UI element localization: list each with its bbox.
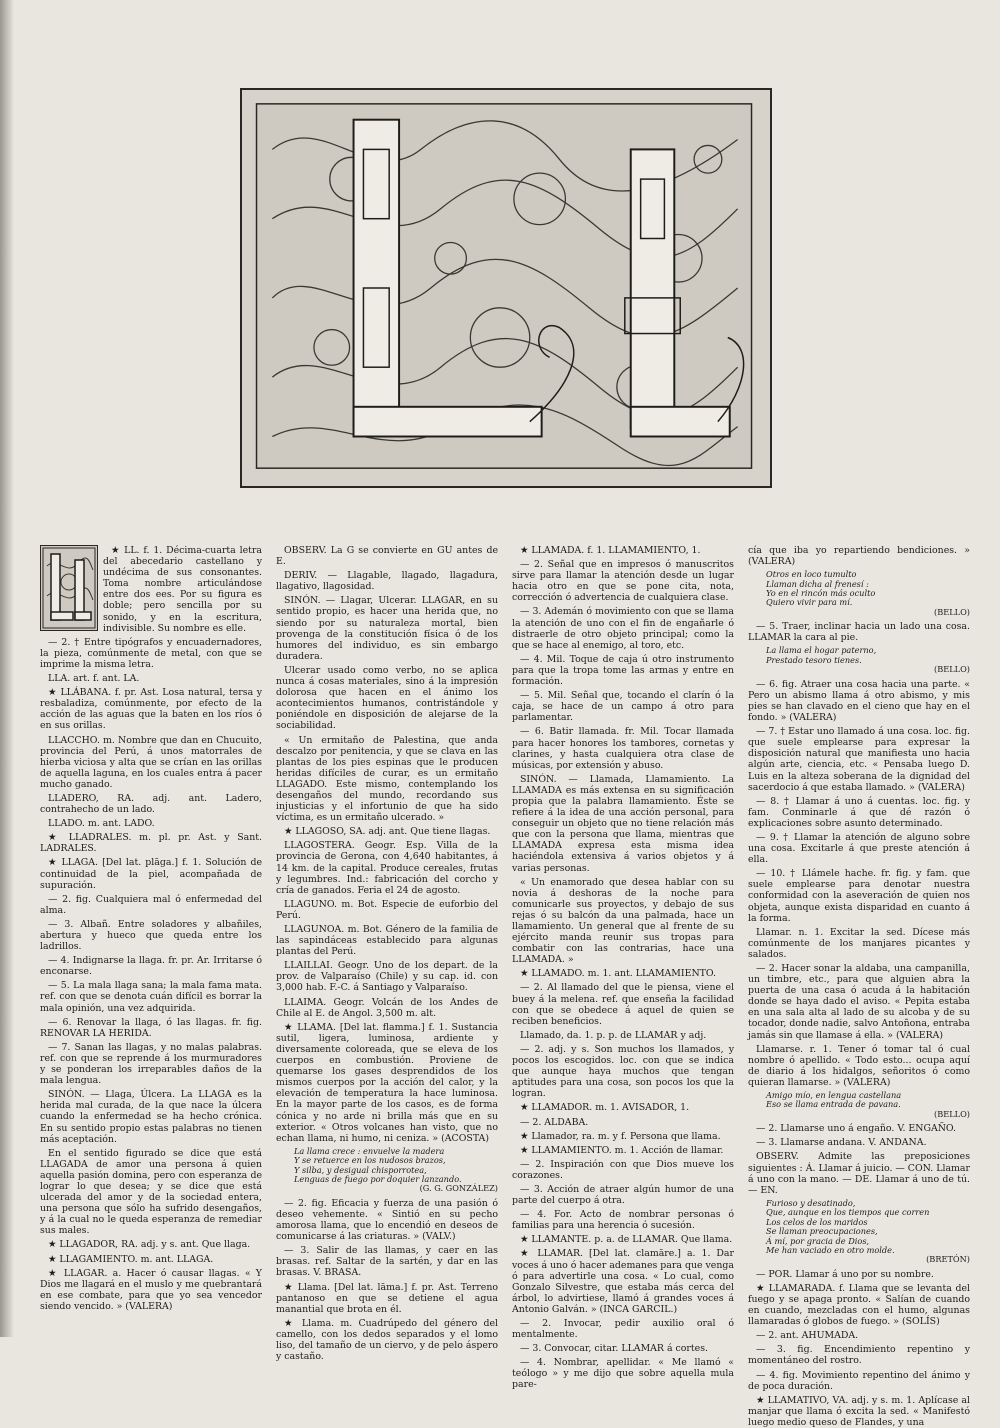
verse-line: Otros en loco tumulto (766, 569, 857, 580)
binding-shadow (0, 0, 14, 1337)
entry-paragraph: — 3. Convocar, citar. LLAMAR á cortes. (520, 1343, 709, 1355)
entry-paragraph: — 2. ant. AHUMADA. (756, 1330, 859, 1342)
entry-llagamiento: ★ LLAGAMIENTO. m. ant. LLAGA. (48, 1253, 214, 1265)
verse-quote (748, 1091, 970, 1119)
entry-paragraph: — 6. Batir llamada. fr. Mil. Tocar llamada para hacer honores los tambores, cornetas y clarines, y hasta cualquiera otra clase de músicas, por extensión y abuso. (512, 726, 734, 771)
entry-paragraph: — 4. For. Acto de nombrar personas ó familias para una herencia ó sucesión. (512, 1209, 734, 1232)
verse-line: Los celos de los maridos (766, 1216, 868, 1227)
entry-paragraph: « Un ermitaño de Palestina, que anda descalzo por penitencia, y que se clava en las plantas de los pies espinas que le producen heridas difíciles de curar, es un ermitaño LLAGADO. Este mismo, contemplando los desengaños del mundo, recordando sus injusticias y el infortunio de que ha sido víctima, es un ermitaño ulcerado. » (276, 734, 498, 824)
entry-paragraph: — 3. Salir de las llamas, y caer en las brasas. ref. Saltar de la sartén, y dar en las brasas. V. BRASA. (276, 1245, 498, 1279)
verse-line: Quiero vivir para mí. (766, 597, 853, 608)
synonym-note: SINÓN. — Llaga, Úlcera. La LLAGA es la herida mal curada, de la que nace la úlcera cuando la enfermedad se ha hecho crónica. En su sentido propio estas palabras no tienen más aceptación. (40, 1089, 262, 1145)
verse-line: Furioso y desatinado, (766, 1197, 856, 1208)
entry-paragraph: — POR. Llamar á uno por su nombre. (756, 1268, 934, 1280)
entry-paragraph: — 6. Renovar la llaga, ó las llagas. fr. fig. RENOVAR LA HERIDA. (40, 1016, 262, 1039)
entry-paragraph: — 2. ALDABA. (520, 1116, 589, 1128)
entry-llagunoa: LLAGUNOA. m. Bot. Género de la familia de las sapindáceas establecido para algunas plantas del Perú. (276, 924, 498, 958)
verse-line: Prestado tesoro tienes. (766, 654, 862, 665)
verse-line: Y silba, y desigual chisporrotea, (294, 1164, 427, 1175)
text-column-1 (40, 545, 262, 1325)
entry-lla: LLA. art. f. ant. LA. (48, 673, 140, 685)
entry-paragraph: — 4. Nombrar, apellidar. « Me llamó « teólogo » y me dijo que sobre aquella mula pare- (512, 1357, 734, 1391)
entry-llaima: LLAIMA. Geogr. Volcán de los Andes de Chile al E. de Angol. 3,500 m. alt. (276, 996, 498, 1019)
verse-line: Amigo mío, en lengua castellana (766, 1090, 902, 1101)
text-column-4 (748, 545, 970, 1428)
entry-paragraph: — 3. fig. Encendimiento repentino y momentáneo del rostro. (748, 1344, 970, 1367)
entry-paragraph: — 9. † Llamar la atención de alguno sobre una cosa. Excitarle á que preste atención á ella. (748, 831, 970, 866)
verse-quote (748, 646, 970, 674)
ornamental-dropcap-ll (40, 545, 98, 631)
entry-llaccho: LLACCHO. m. Nombre que dan en Chucuito, provincia del Perú, á unos matorrales de hierba viciosa y alta que se crían en las orillas de aquella laguna, en los cuales entra á pacer mucho ganado. (40, 734, 262, 790)
entry-paragraph: — 2. Hacer sonar la aldaba, una campanilla, un timbre, etc., para que alguien abra la puerta de una casa ó acuda á la habitación donde se haya dado el aviso. « Pepita estaba en una sala alta al lado de su alcoba y de su tocador, donde nadie, salvo Antoñona, entraba jamás sin que llamase á ella. » (VALERA) (748, 963, 970, 1041)
entry-llama-ast: ★ Llama. [Del lat. lāma.] f. pr. Ast. Terreno pantanoso en que se detiene el agua manantial que brota en él. (276, 1281, 498, 1315)
text-column-3 (512, 545, 734, 1391)
entry-paragraph: — 2. fig. Cualquiera mal ó enfermedad del alma. (40, 893, 262, 916)
synonym-note: SINÓN. — Llagar, Ulcerar. LLAGAR, en su sentido propio, es hacer una herida que, no siendo por su naturaleza mortal, bien provenga de la constitución física ó de los humores del individuo, es sin embargo duradera. (276, 595, 498, 662)
entry-llamado: ★ LLAMADO. m. 1. ant. LLAMAMIENTO. (520, 968, 717, 980)
entry-paragraph: — 4. Mil. Toque de caja ú otro instrumento para que la tropa tome las armas y entre en formación. (512, 653, 734, 688)
synonym-note: SINÓN. — Llamada, Llamamiento. La LLAMADA es más extensa en su significación propia que la palabra llamamiento. Éste se refiere á la idea de una acción personal, para conseguir un objeto que no tiene relación más que con la persona que llama, mientras que LLAMADA expresa esta misma idea haciéndola extensiva á varios objetos y á varias personas. (512, 773, 734, 874)
entry-llamada: ★ LLAMADA. f. 1. LLAMAMIENTO, 1. (520, 545, 701, 556)
verse-quote (276, 1147, 498, 1194)
entry-paragraph: — 4. Indignarse la llaga. fr. pr. Ar. Irritarse ó enconarse. (40, 955, 262, 978)
entry-llagoso: ★ LLAGOSO, SA. adj. ant. Que tiene llagas. (284, 826, 491, 838)
entry-paragraph: — 10. † Llámele hache. fr. fig. y fam. que suele emplearse para denotar nuestra conformidad con la aseveración de quien nos objeta, aunque exista disparidad en cuanto á la forma. (748, 868, 970, 924)
entry-paragraph: En el sentido figurado se dice que está LLAGADA de amor una persona á quien aquella pasión domina, pero con esperanza de lograr lo que desea; y se dice que está ulcerada del amor y de la sociedad entera, una persona que sólo ha sufrido desengaños, y á la cual no le queda esperanza de remediar sus males. (40, 1147, 262, 1237)
entry-paragraph: — 2. Al llamado del que le piensa, viene el buey á la melena. ref. que enseña la facilidad con que se obedece á aquel de quien se reciben beneficios. (512, 982, 734, 1027)
entry-paragraph: — 2. Invocar, pedir auxilio oral ó mentalmente. (512, 1318, 734, 1341)
entry-paragraph: — 3. Acción de atraer algún humor de una parte del cuerpo á otra. (512, 1183, 734, 1207)
entry-llamador-persona: ★ Llamador, ra. m. y f. Persona que llama. (520, 1130, 721, 1142)
entry-paragraph: — 5. La mala llaga sana; la mala fama mata. ref. con que se denota cuán difícil es borrar la mala opinión, una vez adquirida. (40, 980, 262, 1014)
verse-source: (BELLO) (934, 664, 970, 675)
verse-line: Se llaman preocupaciones, (766, 1226, 878, 1237)
observation-note: OBSERV. Admite las preposiciones siguientes : Á. Llamar á juicio. — CON. Llamar á uno con la mano. — DE. Llamar á uno de tú. — EN. (748, 1151, 970, 1196)
entry-paragraph: — 2. † Entre tipógrafos y encuadernadores, la pieza, comúnmente de metal, con que se imprime la misma letra. (40, 636, 262, 670)
entry-paragraph: — 2. fig. Eficacia y fuerza de una pasión ó deseo vehemente. « Sintió en su pecho amorosa llama, que lo encendió en deseos de comunicarse á las criaturas. » (VALV.) (276, 1197, 498, 1243)
verse-line: Á mí, por gracia de Dios, (766, 1235, 870, 1246)
entry-paragraph: — 3. Albañ. Entre soladores y albañiles, abertura y hueco que queda entre los ladrillos. (40, 918, 262, 953)
text-column-2 (276, 545, 498, 1363)
entry-llaguno: LLAGUNO. m. Bot. Especie de euforbio del Perú. (276, 898, 498, 921)
verse-source: (BELLO) (934, 1108, 970, 1119)
entry-lladero: LLADERO, RA. adj. ant. Ladero, contrahecho de un lado. (40, 792, 262, 816)
entry-llagar: ★ LLAGAR. a. Hacer ó causar llagas. « Y Dios me llagará en el muslo y me quebrantará en ese combate, para que yo sea vencedor siendo vencido. » (VALERA) (40, 1267, 262, 1312)
entry-llaga: ★ LLAGA. [Del lat. plāga.] f. 1. Solución de continuidad de la piel, acompañada de supuración. (40, 857, 262, 891)
verse-source: (BRETÓN) (926, 1254, 970, 1265)
entry-paragraph: — 3. Ademán ó movimiento con que se llama la atención de uno con el fin de engañarle ó distraerle de otro objeto principal; como la que se hace al enemigo, al toro, etc. (512, 606, 734, 651)
entry-paragraph: — 8. † Llamar á uno á cuentas. loc. fig. y fam. Conminarle á que dé razón ó explicaciones sobre asunto determinado. (748, 795, 970, 829)
entry-llaillai: LLAILLAI. Geogr. Uno de los depart. de la prov. de Valparaíso (Chile) y su cap. id. con 3,000 hab. F.-C. á Santiago y Valparaíso. (276, 960, 498, 994)
entry-continuation: cía que iba yo repartiendo bendiciones. » (VALERA) (748, 545, 970, 568)
entry-llamarse: Llamarse. r. 1. Tener ó tomar tal ó cual nombre ó apellido. « Todo esto... ocupa aquí de diario á los hidalgos, señoritos ó como quieran llamarse. » (VALERA) (748, 1043, 970, 1088)
entry-llagostera: LLAGOSTERA. Geogr. Esp. Villa de la provincia de Gerona, con 4,640 habitantes, á 14 km. de la capital. Produce cereales, frutas y legumbres. Ind.: fabricación del corcho y cría de ganados. Feria el 24 de agosto. (276, 840, 498, 896)
verse-line: Eso se llama entrada de pavana. (766, 1099, 901, 1110)
derivation-note: DERIV. — Llagable, llagado, llagadura, llagativo, llagosidad. (276, 570, 498, 593)
verse-line: Y se retuerce en los nudosos brazos, (294, 1155, 446, 1166)
entry-paragraph: « Un enamorado que desea hablar con su novia á deshoras de la noche para comunicarle sus proyectos, y debajo de sus rejas ó su balcón da una palmada, hace un llamamiento. Un general que al frente de su ejército manda reunir sus tropas para combatir con las contrarias, hace una LLAMADA. » (512, 876, 734, 966)
verse-quote (748, 570, 970, 617)
verse-quote (748, 1199, 970, 1265)
ornamental-ll-illustration (242, 90, 770, 486)
verse-line: La llama crece : envuelve la madera (294, 1145, 445, 1156)
entry-lladrales: ★ LLADRALES. m. pl. pr. Ast. y Sant. LADRALES. (40, 832, 262, 855)
ornamental-initial-plate (240, 88, 772, 488)
entry-llamamiento: ★ LLAMAMIENTO. m. 1. Acción de llamar. (520, 1144, 724, 1156)
entry-llamante: ★ LLAMANTE. p. a. de LLAMAR. Que llama. (520, 1234, 733, 1246)
entry-paragraph: — 2. Llamarse uno á engaño. V. ENGAÑO. (756, 1123, 957, 1135)
entry-paragraph: — 7. † Estar uno llamado á una cosa. loc. fig. que suele emplearse para expresar la disposición natural que manifiesta uno hacia algún arte, ciencia, etc. « Pensaba luego D. Luis en la alteza soberana de la dignidad del sacerdocio á que estaba llamado. » (VALERA) (748, 726, 970, 793)
entry-paragraph: — 2. Señal que en impresos ó manuscritos sirve para llamar la atención desde un lugar hacia otro en que se pone cita, nota, corrección ó advertencia de cualquiera clase. (512, 559, 734, 604)
entry-paragraph: — 5. Mil. Señal que, tocando el clarín ó la caja, se hace de un campo á otro para parlamentar. (512, 690, 734, 724)
entry-llabana: ★ LLÁBANA. f. pr. Ast. Losa natural, tersa y resbaladiza, comúnmente, por efecto de la acción de las aguas que la baten en los ríos ó en sus orillas. (40, 687, 262, 732)
entry-llamativo: ★ LLAMATIVO, VA. adj. y s. m. 1. Aplícase al manjar que llama ó excita la sed. « Manifestó luego medio queso de Flandes, y una (748, 1394, 970, 1428)
entry-llagador: ★ LLAGADOR, RA. adj. y s. ant. Que llaga. (48, 1239, 251, 1251)
entry-paragraph: — 4. fig. Movimiento repentino del ánimo y de poca duración. (748, 1369, 970, 1392)
observation-note: OBSERV. La G se convierte en GU antes de E. (276, 545, 498, 568)
verse-line: Que, aunque en los tiempos que corren (766, 1207, 930, 1218)
verse-line: Lenguas de fuego por doquier lanzando. (294, 1174, 462, 1185)
entry-llado: LLADO. m. ant. LADO. (48, 818, 155, 830)
entry-llama-animal: ★ Llama. m. Cuadrúpedo del género del camello, con los dedos separados y el lomo liso, del tamaño de un ciervo, y de pelo áspero y castaño. (276, 1317, 498, 1363)
entry-paragraph: — 5. Traer, inclinar hacia un lado una cosa. LLAMAR la cara al pie. (748, 621, 970, 644)
entry-paragraph: — 2. Inspiración con que Dios mueve los corazones. (512, 1158, 734, 1181)
verse-source: (G. G. GONZÁLEZ) (419, 1183, 498, 1194)
verse-line: La llama el hogar paterno, (766, 645, 877, 656)
verse-line: Yo en el rincón más oculto (766, 588, 876, 599)
entry-paragraph: — 3. Llamarse andana. V. ANDANA. (756, 1137, 927, 1149)
entry-llamador: ★ LLAMADOR. m. 1. AVISADOR, 1. (520, 1102, 690, 1114)
entry-paragraph: — 7. Sanan las llagas, y no malas palabras. ref. con que se reprende á los murmuradores y se ponderan los irreparables daños de la mala lengua. (40, 1041, 262, 1087)
verse-source: (BELLO) (934, 606, 970, 617)
entry-llamar-n: Llamar. n. 1. Excitar la sed. Dícese más comúnmente de los manjares picantes y salados. (748, 926, 970, 960)
entry-ll: ★ LL. f. 1. Décima-cuarta letra del abecedario castellano y undécima de sus consonantes. Toma nombre articulándose entre dos ees. Por su figura es doble; pero sencilla por su sonido, y en la escritura, indivisible. Su nombre es elle. (103, 545, 262, 634)
entry-llamado-pp: Llamado, da. 1. p. p. de LLAMAR y adj. (520, 1029, 707, 1041)
entry-llamar: ★ LLAMAR. [Del lat. clamāre.] a. 1. Dar voces á uno ó hacer ademanes para que venga ó para advertirle una cosa. « Lo cual, como Gonzalo Silvestre, que estaba más cerca del árbol, lo advirtiese, llamó á grandes voces á Antonio Galván. » (INCA GARCIL.) (512, 1248, 734, 1315)
entry-llama: ★ LLAMA. [Del lat. flamma.] f. 1. Sustancia sutil, ligera, luminosa, ardiente y diversamente coloreada, que se eleva de los cuerpos en combustión. Proviene de quemarse los gases desprendidos de los mismos cuerpos por la acción del calor, y la elevación de temperatura la hace luminosa. En la mayor parte de los casos, es de forma cónica y no arde ni brilla más que en su exterior. « Otros volcanes han visto, que no echan llama, ni humo, ni ceniza. » (ACOSTA) (276, 1021, 498, 1144)
entry-llamarada: ★ LLAMARADA. f. Llama que se levanta del fuego y se apaga pronto. « Salían de cuando en cuando, mezcladas con el humo, algunas llamaradas ó globos de fuego. » (SOLÍS) (748, 1282, 970, 1328)
verse-line: Me han vaciado en otro molde. (766, 1244, 895, 1255)
verse-line: Llaman dicha al frenesí : (766, 578, 869, 589)
entry-paragraph: — 2. adj. y s. Son muchos los llamados, y pocos los escogidos. loc. con que se indica que aunque haya muchos que tengan aptitudes para una cosa, son pocos los que la logran. (512, 1043, 734, 1100)
entry-paragraph: Ulcerar usado como verbo, no se aplica nunca á cosas materiales, sino á la impresión dolorosa que hacen en el ánimo los acontecimientos humanos, contristándole y poniéndole en disposición de alejarse de la sociabilidad. (276, 664, 498, 732)
entry-paragraph: — 6. fig. Atraer una cosa hacia una parte. « Pero un abismo llama á otro abismo, y mis pies se han clavado en el cieno que hay en el fondo. » (VALERA) (748, 678, 970, 724)
